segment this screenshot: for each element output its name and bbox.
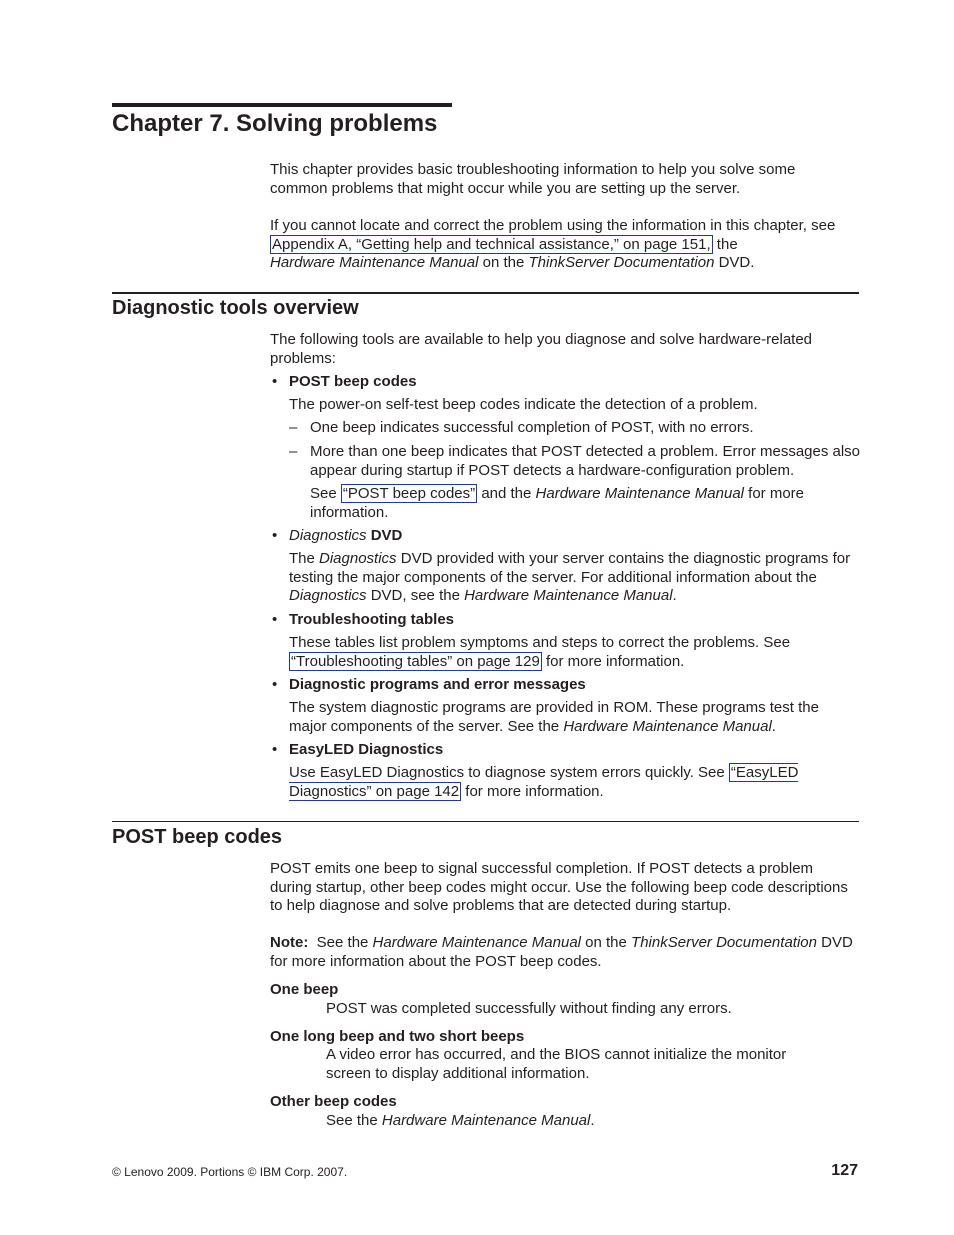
section-heading-diagnostic: Diagnostic tools overview bbox=[112, 297, 359, 319]
post-dash-2: More than one beep indicates that POST detected a problem. Error messages also appear during startup if POST detects a hardware-configuration problem. bbox=[310, 443, 861, 479]
bullet-post-desc: The power-on self-test beep codes indicate the detection of a problem. bbox=[289, 396, 758, 413]
bullet-dot: • bbox=[272, 373, 278, 390]
appendix-a-link[interactable]: Appendix A, “Getting help and technical assistance,” on page 151, bbox=[272, 235, 711, 253]
bullet-progs-desc: The system diagnostic programs are provided in ROM. These programs test the major components of the server. See the Hardware Maintenance Manual. bbox=[289, 699, 819, 735]
page-number: 127 bbox=[831, 1162, 858, 1179]
dash-marker: – bbox=[289, 443, 298, 460]
post-see-more: See “POST beep codes” and the Hardware Maintenance Manual for more information. bbox=[310, 485, 805, 521]
beep-term: One beep bbox=[270, 981, 339, 998]
bullet-post-title: POST beep codes bbox=[289, 373, 417, 390]
post-dash-1: One beep indicates successful completion of POST, with no errors. bbox=[310, 419, 754, 436]
section-heading-beep: POST beep codes bbox=[112, 826, 283, 848]
bullet-dot: • bbox=[272, 527, 278, 544]
bullet-dvd-desc: The Diagnostics DVD provided with your server contains the diagnostic programs for testing the major components of the server. For additional information about the Diagnostics DVD, see the Hardware Maintenance Manual. bbox=[289, 550, 851, 604]
bullet-easyled-desc: Use EasyLED Diagnostics to diagnose system errors quickly. See “EasyLED Diagnostics” on page 142 for more information. bbox=[289, 764, 799, 800]
bullet-tables-title: Troubleshooting tables bbox=[289, 611, 455, 628]
bullet-progs-title: Diagnostic programs and error messages bbox=[289, 676, 586, 693]
bullet-dot: • bbox=[272, 676, 278, 693]
post-beep-codes-link[interactable]: “POST beep codes” bbox=[342, 485, 476, 502]
beep-note: Note: See the Hardware Maintenance Manual on the ThinkServer Documentation DVD for more information about the POST beep codes. bbox=[270, 934, 853, 970]
beep-term: Other beep codes bbox=[270, 1093, 397, 1110]
bullet-dot: • bbox=[272, 741, 278, 758]
footer-copyright: © Lenovo 2009. Portions © IBM Corp. 2007. bbox=[112, 1165, 348, 1179]
beep-definition: POST was completed successfully without finding any errors. bbox=[326, 1000, 732, 1017]
diagnostic-intro: The following tools are available to help you diagnose and solve hardware-related problems: bbox=[270, 331, 813, 367]
chapter-top-rule bbox=[112, 103, 452, 107]
chapter-intro-1: This chapter provides basic troubleshooting information to help you solve some common problems that might occur while you are setting up the server. bbox=[270, 161, 796, 197]
bullet-easyled-title: EasyLED Diagnostics bbox=[289, 741, 444, 758]
beep-definition: See the Hardware Maintenance Manual. bbox=[326, 1112, 595, 1129]
bullet-dot: • bbox=[272, 611, 278, 628]
section-rule-diagnostic bbox=[112, 292, 859, 294]
bullet-tables-desc: These tables list problem symptoms and steps to correct the problems. See “Troubleshooting tables” on page 129 for more information. bbox=[289, 634, 791, 670]
chapter-title: Chapter 7. Solving problems bbox=[112, 110, 438, 137]
beep-intro: POST emits one beep to signal successful completion. If POST detects a problem during startup, other beep codes might occur. Use the following beep code descriptions to help diagnose and solve problems that are detected during startup. bbox=[270, 860, 848, 914]
section-rule-beep bbox=[112, 821, 859, 822]
bullet-dvd-title: Diagnostics DVD bbox=[289, 527, 403, 544]
chapter-intro-2: If you cannot locate and correct the problem using the information in this chapter, see Appendix A, “Getting help and technical assistance,” on page 151, the Hardware Maintenance Manual on the ThinkServer Documentation DVD. bbox=[270, 217, 836, 271]
easyled-diagnostics-link[interactable]: “EasyLED Diagnostics” on page 142 bbox=[289, 764, 799, 800]
troubleshooting-tables-link[interactable]: “Troubleshooting tables” on page 129 bbox=[291, 652, 540, 670]
dash-marker: – bbox=[289, 419, 298, 436]
beep-term: One long beep and two short beeps bbox=[270, 1028, 525, 1045]
beep-definition: A video error has occurred, and the BIOS cannot initialize the monitor screen to display additional information. bbox=[326, 1046, 787, 1082]
